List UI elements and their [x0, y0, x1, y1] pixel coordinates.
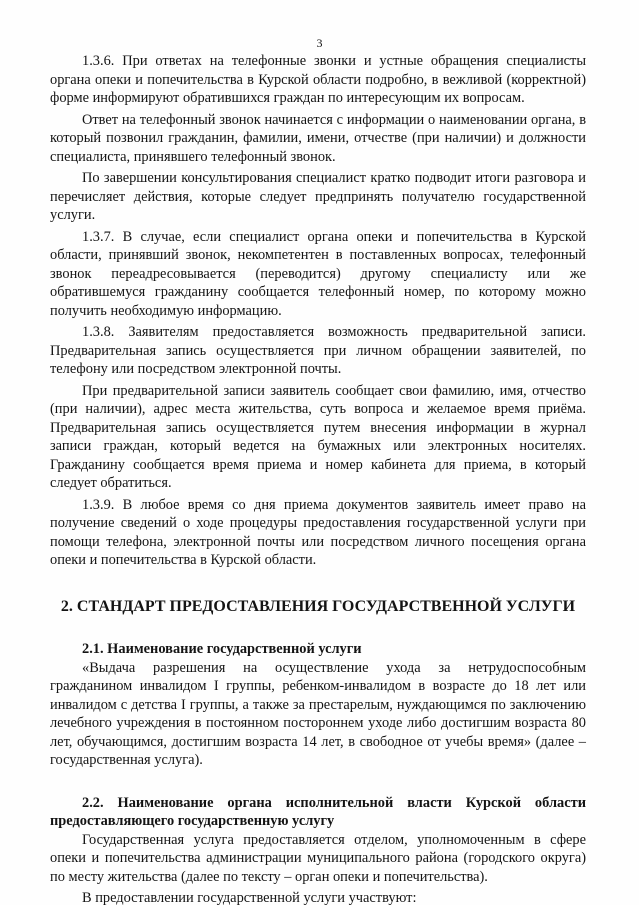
page-number: 3: [316, 36, 323, 50]
paragraph: При предварительной записи заявитель сообщает свои фамилию, имя, отчество (при наличии), адрес места жительства, суть вопроса и желаемое время приёма. Предварительная запись осуществляется путем внесения информации в журнал записи граждан, который ведется на бумажных или электронных носителях. Гражданину сообщается время приема и номер кабинета для приема, в который следует обратиться.: [50, 382, 586, 491]
paragraph: 1.3.7. В случае, если специалист органа опеки и попечительства в Курской области, принявший звонок, некомпетентен в поставленных вопросах, телефонный звонок переадресовывается (переводится) другому специалисту или же обратившемуся гражданину сообщается телефонный номер, по которому можно получить необходимую информацию.: [50, 228, 586, 319]
paragraph: Государственная услуга предоставляется отделом, уполномоченным в сфере опеки и попечительства администрации муниципального района (городского округа) по месту жительства (далее по тексту – орган опеки и попечительства).: [50, 831, 586, 885]
paragraph: 1.3.6. При ответах на телефонные звонки и устные обращения специалисты органа опеки и попечительства в Курской области подробно, в вежливой (корректной) форме информируют обратившихся граждан по интересующим их вопросам.: [50, 53, 586, 106]
page-content: [50, 52, 586, 911]
subsection-heading: 2.2. Наименование органа исполнительной власти Курской области предоставляющего государственную услугу: [50, 794, 586, 829]
paragraph: В предоставлении государственной услуги участвуют:: [82, 890, 417, 906]
paragraph: По завершении консультирования специалист кратко подводит итоги разговора и перечисляет действия, которые следует предпринять получателю государственной услуги.: [50, 170, 586, 223]
subsection-heading: 2.1. Наименование государственной услуги: [82, 641, 362, 657]
paragraph: 1.3.8. Заявителям предоставляется возможность предварительной записи. Предварительная запись осуществляется при личном обращении заявителей, по телефону или посредством электронной почты.: [50, 324, 586, 377]
section-heading: 2. СТАНДАРТ ПРЕДОСТАВЛЕНИЯ ГОСУДАРСТВЕННОЙ УСЛУГИ: [60, 597, 576, 615]
paragraph: 1.3.9. В любое время со дня приема документов заявитель имеет право на получение сведений о ходе процедуры предоставления государственной услуги при помощи телефона, электронной почты или посредством личного посещения органа опеки и попечительства в Курской области.: [50, 496, 586, 568]
paragraph: Ответ на телефонный звонок начинается с информации о наименовании органа, в который позвонил гражданин, фамилии, имени, отчестве (при наличии) и должности специалиста, принявшего телефонный звонок.: [50, 111, 586, 165]
paragraph: «Выдача разрешения на осуществление ухода за нетрудоспособным гражданином инвалидом I группы, ребенком-инвалидом в возрасте до 18 лет или инвалидом с детства I группы, а также за престарелым, нуждающимся по заключению лечебного учреждения в постоянном постороннем уходе либо достигшим возраста 80 лет, обучающимся, достигшим возраста 14 лет, в свободное от учебы время» (далее – государственная услуга).: [50, 659, 586, 768]
